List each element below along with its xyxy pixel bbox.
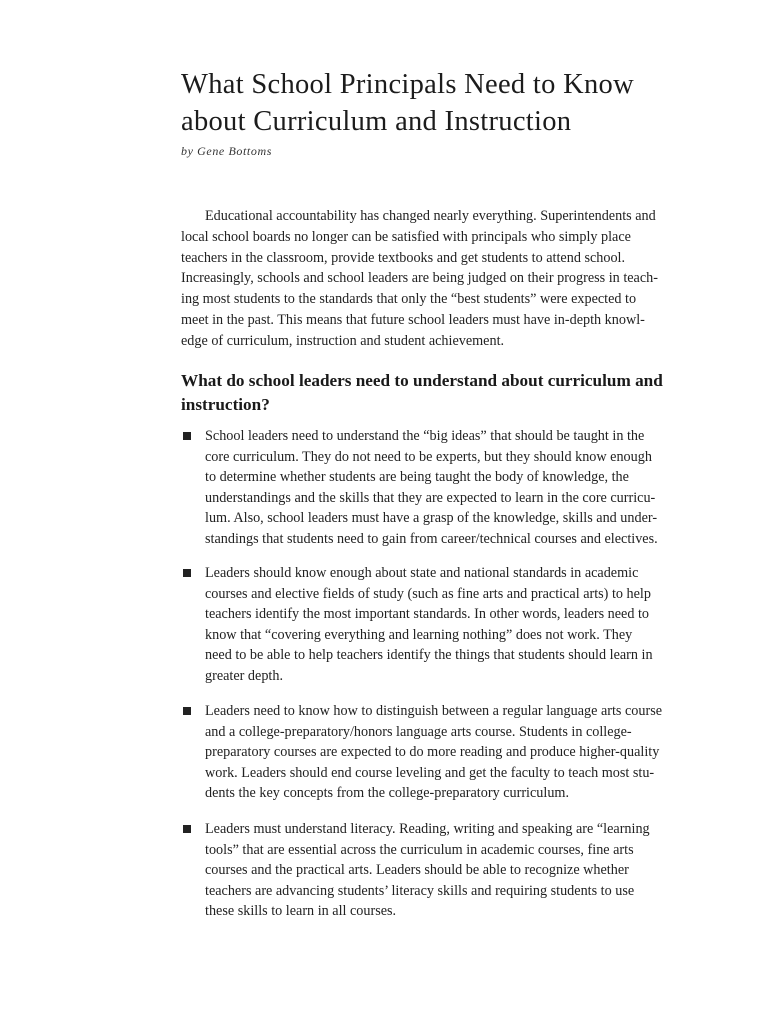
bullet-line: lum. Also, school leaders must have a grasp of the knowledge, skills and under-: [205, 510, 658, 527]
bullet-line: understandings and the skills that they are expected to learn in the core curricu-: [205, 489, 656, 506]
intro-line: edge of curriculum, instruction and student achievement.: [181, 332, 505, 349]
intro-line: meet in the past. This means that future school leaders must have in-depth knowl-: [181, 311, 645, 328]
intro-line: teachers in the classroom, provide textbooks and get students to attend school.: [181, 249, 626, 266]
bullet-line: School leaders need to understand the “big ideas” that should be taught in the: [205, 428, 645, 444]
bullet-line: tools” that are essential across the curriculum in academic courses, fine arts: [205, 841, 634, 858]
intro-line: local school boards no longer can be satisfied with principals who simply place: [181, 228, 631, 245]
bullet-line: these skills to learn in all courses.: [205, 903, 397, 920]
bullet-line: Leaders should know enough about state and national standards in academic: [205, 565, 639, 581]
author-byline: by Gene Bottoms: [181, 144, 272, 158]
square-bullet-icon: [183, 707, 191, 715]
intro-line: Increasingly, schools and school leaders are being judged on their progress in teach-: [181, 270, 658, 287]
bullet-line: Leaders must understand literacy. Reading, writing and speaking are “learning: [205, 821, 650, 837]
bullet-line: teachers identify the most important standards. In other words, leaders need to: [205, 606, 650, 623]
bullet-text: [205, 701, 685, 804]
intro-line: ing most students to the standards that only the “best students” were expected to: [181, 291, 637, 308]
bullet-line: know that “covering everything and learning nothing” does not work. They: [205, 626, 633, 643]
bullet-line: and a college-preparatory/honors language arts course. Students in college-: [205, 723, 632, 740]
bullet-text: [205, 563, 685, 687]
bullet-line: preparatory courses are expected to do more reading and produce higher-quality: [205, 744, 660, 761]
square-bullet-icon: [183, 569, 191, 577]
section-heading: [181, 369, 691, 416]
bullet-line: to determine whether students are being taught the body of knowledge, the: [205, 469, 629, 486]
square-bullet-icon: [183, 825, 191, 833]
square-bullet-icon: [183, 432, 191, 440]
bullet-line: core curriculum. They do not need to be experts, but they should know enough: [205, 448, 652, 465]
bullet-line: courses and elective fields of study (such as fine arts and practical arts) to help: [205, 585, 651, 602]
heading-line: instruction?: [181, 394, 270, 414]
bullet-text: [205, 819, 685, 922]
bullet-line: standings that students need to gain from career/technical courses and electives.: [205, 530, 658, 547]
bullet-line: work. Leaders should end course leveling and get the faculty to teach most stu-: [205, 764, 655, 781]
intro-paragraph: [181, 206, 676, 352]
title-line: What School Principals Need to Know: [181, 69, 634, 100]
heading-line: What do school leaders need to understand about curriculum and: [181, 371, 663, 390]
page-title: [181, 66, 701, 140]
bullet-line: courses and the practical arts. Leaders should be able to recognize whether: [205, 862, 629, 879]
bullet-line: greater depth.: [205, 667, 283, 684]
intro-line: Educational accountability has changed nearly everything. Superintendents and: [205, 208, 656, 224]
title-line: about Curriculum and Instruction: [181, 106, 572, 137]
bullet-line: Leaders need to know how to distinguish between a regular language arts course: [205, 703, 663, 719]
bullet-line: need to be able to help teachers identify the things that students should learn in: [205, 647, 653, 664]
bullet-line: teachers are advancing students’ literacy skills and requiring students to use: [205, 882, 635, 899]
bullet-line: dents the key concepts from the college-preparatory curriculum.: [205, 785, 569, 802]
bullet-text: [205, 426, 685, 550]
